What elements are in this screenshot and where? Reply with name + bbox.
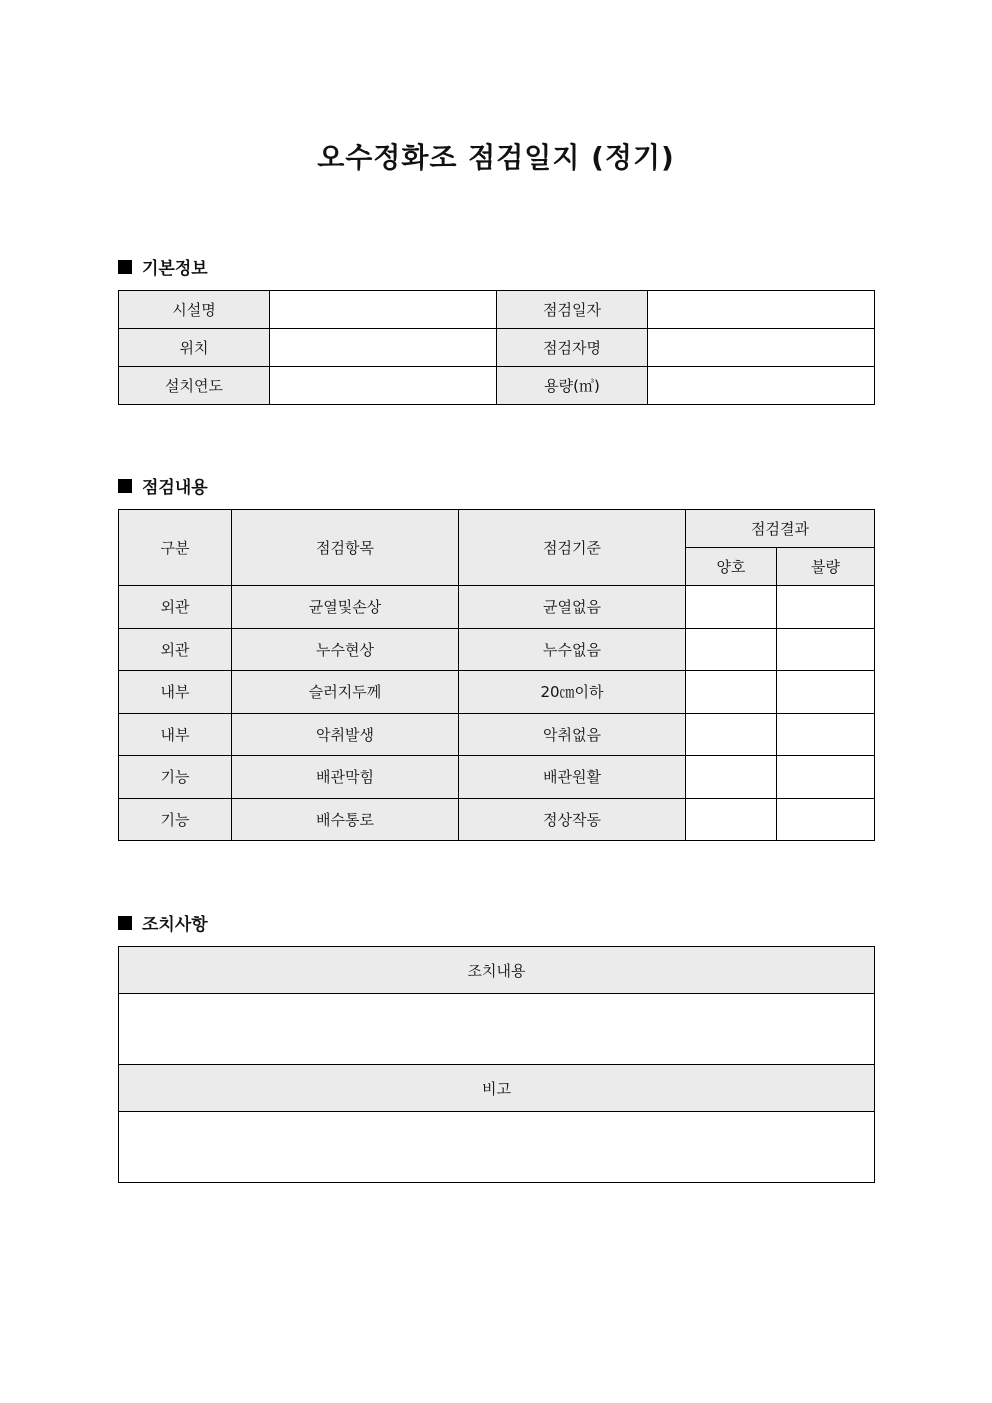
result-bad-cell[interactable]	[777, 756, 875, 799]
cell-standard: 배관원활	[459, 756, 686, 799]
section-basic-heading	[118, 254, 208, 279]
label-year: 설치연도	[119, 367, 270, 405]
inspection-table	[118, 509, 875, 841]
header-result: 점검결과	[686, 510, 875, 548]
cell-item: 배관막힘	[232, 756, 459, 799]
label-capacity: 용량(㎥)	[497, 367, 648, 405]
table-row	[119, 628, 875, 671]
label-facility: 시설명	[119, 291, 270, 329]
result-good-cell[interactable]	[686, 798, 777, 841]
action-table	[118, 946, 875, 1183]
table-row	[119, 671, 875, 714]
result-bad-cell[interactable]	[777, 713, 875, 756]
heading-text: 점검내용	[142, 478, 208, 498]
facility-field[interactable]	[270, 291, 497, 329]
remarks-label: 비고	[119, 1065, 875, 1112]
result-bad-cell[interactable]	[777, 798, 875, 841]
remarks-field[interactable]	[119, 1112, 875, 1183]
date-field[interactable]	[648, 291, 875, 329]
table-row	[119, 713, 875, 756]
label-location: 위치	[119, 329, 270, 367]
capacity-field[interactable]	[648, 367, 875, 405]
header-item: 점검항목	[232, 510, 459, 586]
cell-category: 기능	[119, 798, 232, 841]
square-bullet-icon	[118, 260, 132, 274]
year-field[interactable]	[270, 367, 497, 405]
result-good-cell[interactable]	[686, 671, 777, 714]
header-category: 구분	[119, 510, 232, 586]
cell-standard: 악취없음	[459, 713, 686, 756]
cell-item: 악취발생	[232, 713, 459, 756]
heading-text: 조치사항	[142, 915, 208, 935]
cell-standard: 20㎝이하	[459, 671, 686, 714]
cell-category: 외관	[119, 586, 232, 629]
inspector-field[interactable]	[648, 329, 875, 367]
label-inspector: 점검자명	[497, 329, 648, 367]
square-bullet-icon	[118, 916, 132, 930]
cell-category: 내부	[119, 713, 232, 756]
result-good-cell[interactable]	[686, 713, 777, 756]
location-field[interactable]	[270, 329, 497, 367]
cell-item: 누수현상	[232, 628, 459, 671]
action-content-label: 조치내용	[119, 947, 875, 994]
header-standard: 점검기준	[459, 510, 686, 586]
document-title: 오수정화조 점검일지 (정기)	[317, 141, 675, 174]
result-good-cell[interactable]	[686, 586, 777, 629]
cell-standard: 정상작동	[459, 798, 686, 841]
table-row	[119, 756, 875, 799]
cell-standard: 균열없음	[459, 586, 686, 629]
cell-standard: 누수없음	[459, 628, 686, 671]
action-content-field[interactable]	[119, 994, 875, 1065]
result-bad-cell[interactable]	[777, 586, 875, 629]
table-row	[119, 798, 875, 841]
cell-item: 슬러지두께	[232, 671, 459, 714]
result-good-cell[interactable]	[686, 628, 777, 671]
result-bad-cell[interactable]	[777, 671, 875, 714]
cell-category: 내부	[119, 671, 232, 714]
header-bad: 불량	[777, 548, 875, 586]
cell-item: 균열및손상	[232, 586, 459, 629]
square-bullet-icon	[118, 479, 132, 493]
result-bad-cell[interactable]	[777, 628, 875, 671]
cell-item: 배수통로	[232, 798, 459, 841]
label-date: 점검일자	[497, 291, 648, 329]
heading-text: 기본정보	[142, 259, 208, 279]
table-row	[119, 586, 875, 629]
result-good-cell[interactable]	[686, 756, 777, 799]
section-inspection-heading	[118, 473, 208, 498]
basic-info-table	[118, 290, 875, 405]
cell-category: 외관	[119, 628, 232, 671]
cell-category: 기능	[119, 756, 232, 799]
header-good: 양호	[686, 548, 777, 586]
section-action-heading	[118, 910, 208, 935]
